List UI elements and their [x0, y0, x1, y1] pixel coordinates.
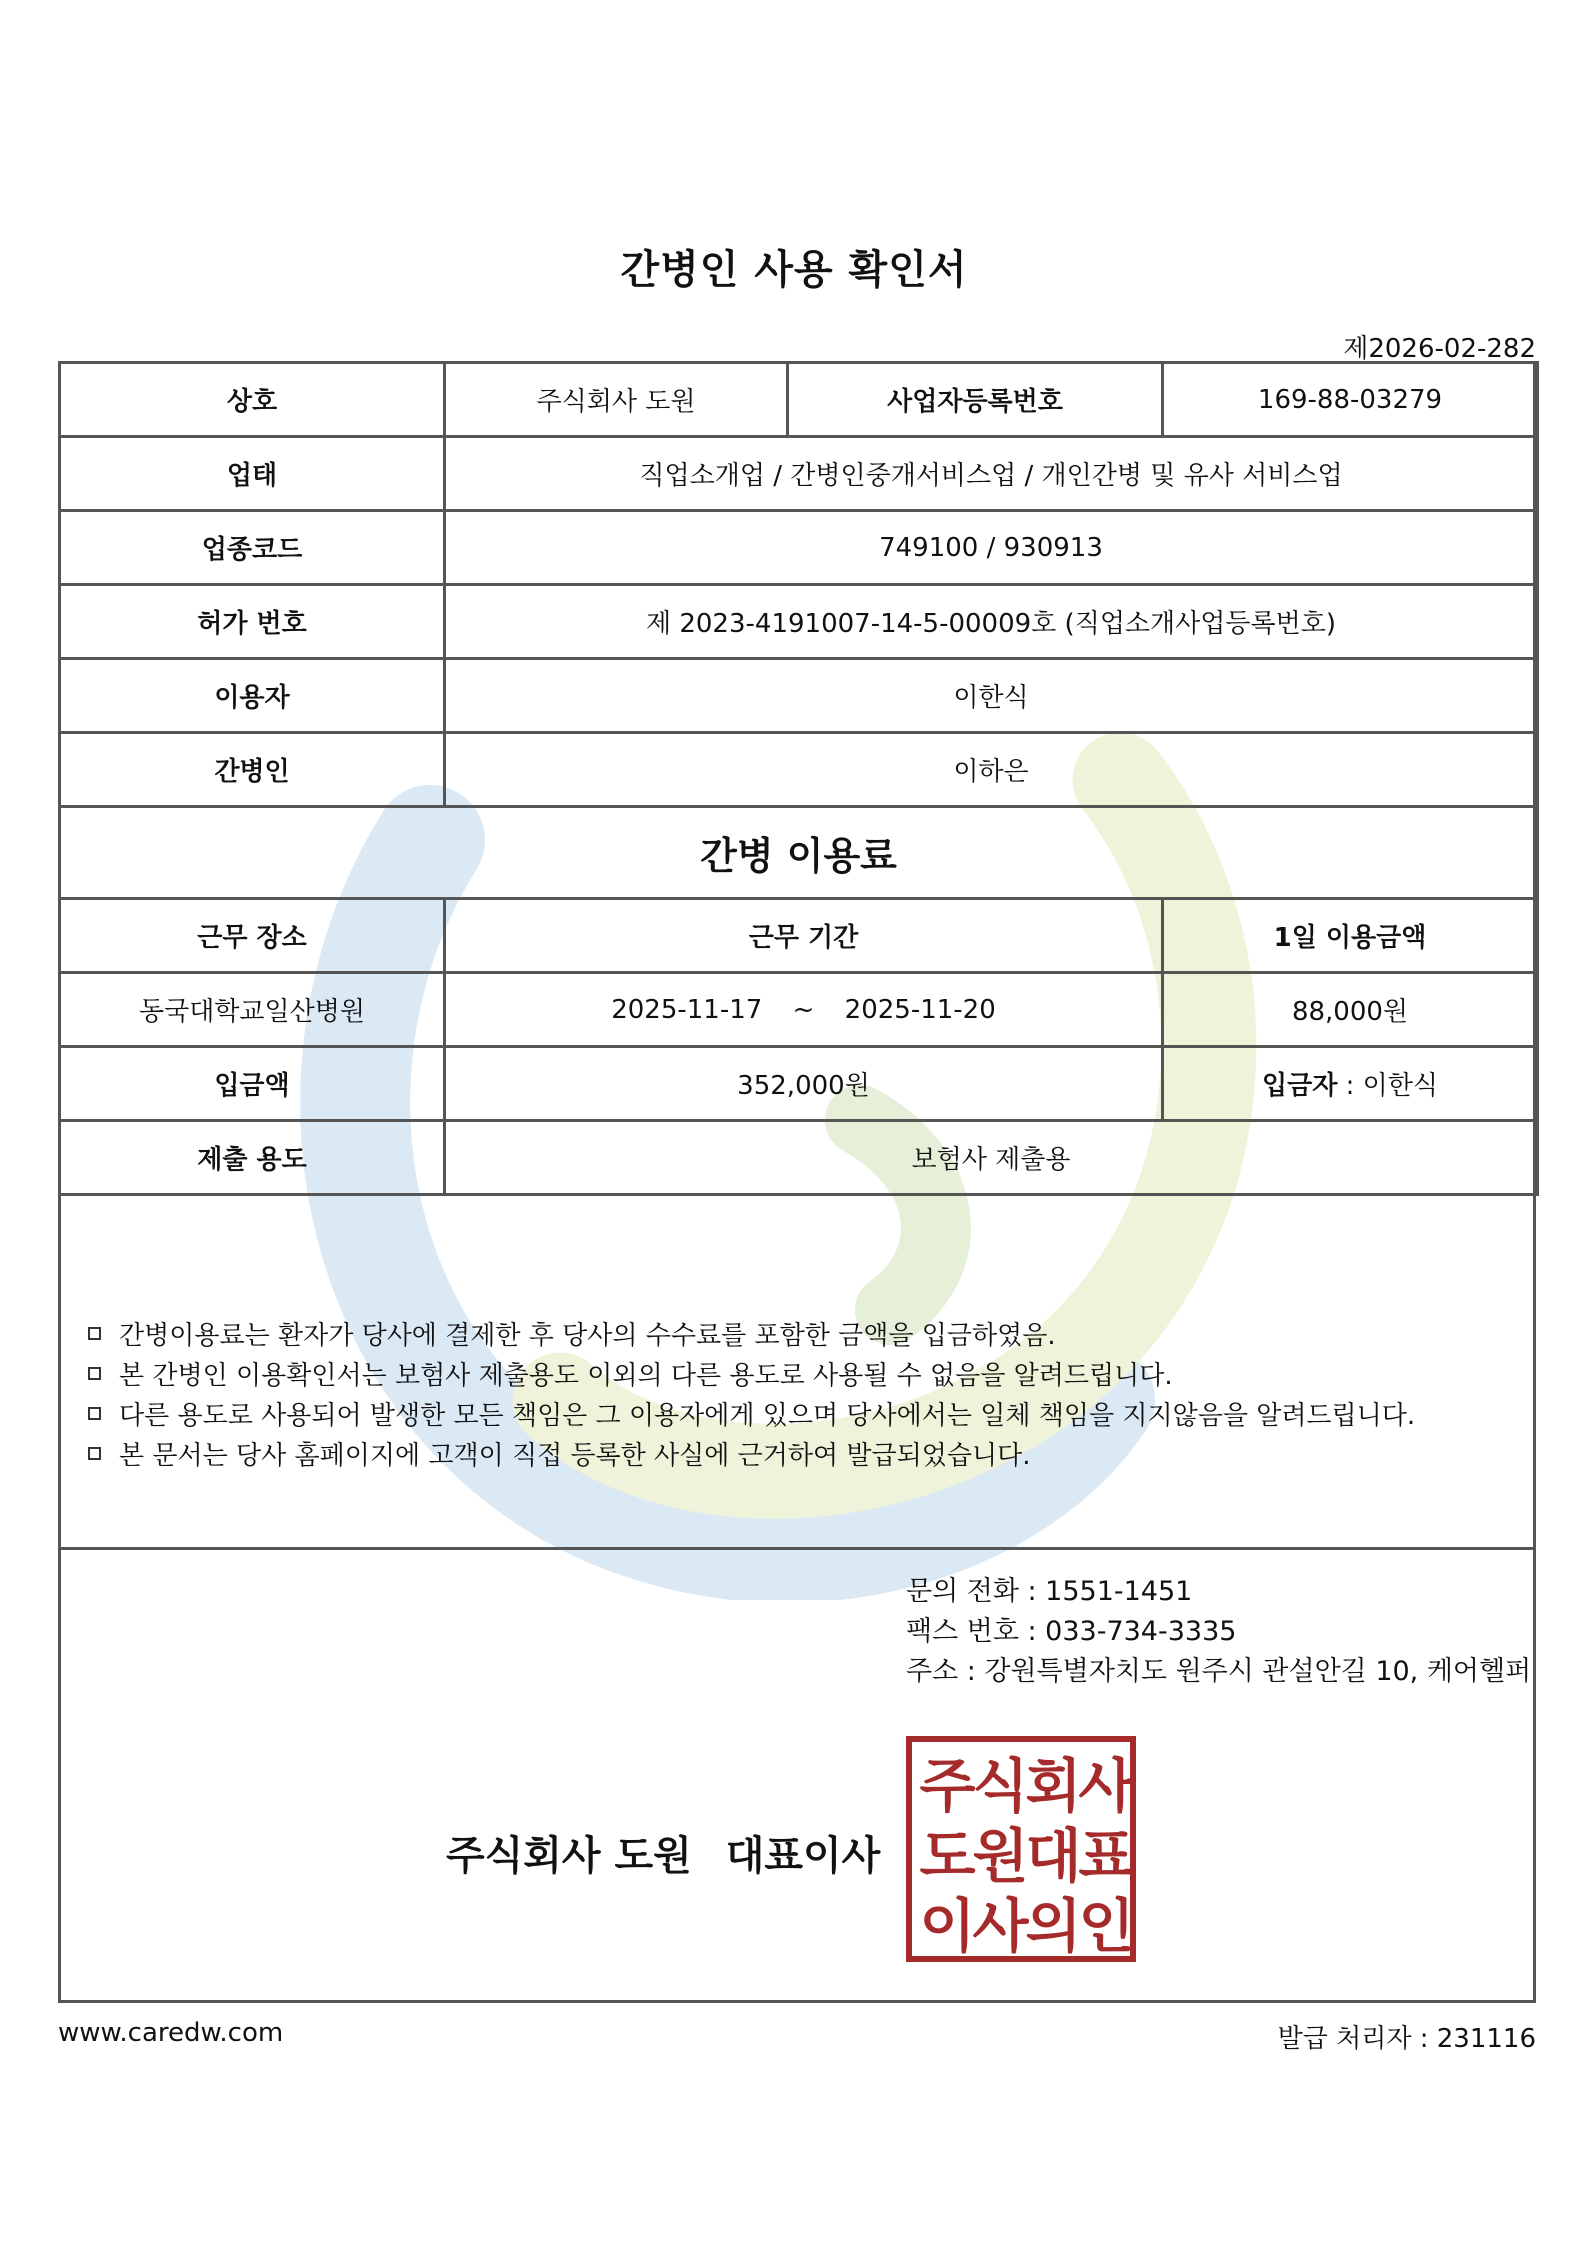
company-name-value: 주식회사 도원 [445, 363, 788, 437]
period-separator: ~ [792, 994, 815, 1025]
depositor-label: 입금자 [1261, 1071, 1338, 1101]
seal-char: 원 [972, 1822, 1029, 1890]
work-place-label: 근무 장소 [60, 899, 445, 973]
deposit-value: 352,000원 [445, 1047, 1163, 1121]
business-number-label: 사업자등록번호 [788, 363, 1163, 437]
signature-line [446, 1824, 880, 1881]
row-fee-header [60, 899, 1538, 973]
contact-block [906, 1572, 1531, 1692]
row-company [60, 363, 1538, 437]
note-item: 본 간병인 이용확인서는 보험사 제출용도 이외의 다른 용도로 사용될 수 없음을 알려드립니다. [88, 1356, 1415, 1396]
seal-char: 이 [919, 1892, 976, 1960]
seal-text [919, 1752, 1135, 1960]
row-industry-code [60, 511, 1538, 585]
daily-fee-value: 88,000원 [1163, 973, 1538, 1047]
work-period-label: 근무 기간 [445, 899, 1163, 973]
depositor-value: 이한식 [1362, 1071, 1438, 1101]
seal-char: 표 [1078, 1822, 1135, 1890]
caregiver-label: 간병인 [60, 733, 445, 807]
business-type-label: 업태 [60, 437, 445, 511]
purpose-value: 보험사 제출용 [445, 1121, 1538, 1195]
note-item: 본 문서는 당사 홈페이지에 고객이 직접 등록한 사실에 근거하여 발급되었습니다. [88, 1436, 1415, 1476]
row-deposit [60, 1047, 1538, 1121]
row-license [60, 585, 1538, 659]
license-label: 허가 번호 [60, 585, 445, 659]
document-number: 제2026-02-282 [1343, 334, 1536, 364]
row-caregiver [60, 733, 1538, 807]
seal-char: 주 [919, 1752, 976, 1820]
row-purpose [60, 1121, 1538, 1195]
row-user [60, 659, 1538, 733]
signature-company: 주식회사 도원 [446, 1833, 692, 1879]
license-value: 제 2023-4191007-14-5-00009호 (직업소개사업등록번호) [445, 585, 1538, 659]
industry-code-label: 업종코드 [60, 511, 445, 585]
company-name-label: 상호 [60, 363, 445, 437]
seal-char: 의 [1025, 1892, 1082, 1960]
depositor-cell [1163, 1047, 1538, 1121]
period-end: 2025-11-20 [844, 994, 996, 1025]
seal-char: 회 [1025, 1752, 1082, 1820]
business-number-value: 169-88-03279 [1163, 363, 1538, 437]
depositor-colon: : [1337, 1071, 1363, 1101]
daily-fee-label: 1일 이용금액 [1163, 899, 1538, 973]
row-fee-values [60, 973, 1538, 1047]
website-link[interactable]: www.caredw.com [58, 2018, 284, 2048]
work-place-value: 동국대학교일산병원 [60, 973, 445, 1047]
user-value: 이한식 [445, 659, 1538, 733]
deposit-label: 입금액 [60, 1047, 445, 1121]
period-start: 2025-11-17 [611, 994, 763, 1025]
contact-fax: 팩스 번호 : 033-734-3335 [906, 1616, 1237, 1647]
industry-code-value: 749100 / 930913 [445, 511, 1538, 585]
signature-representative: 대표이사 [725, 1833, 881, 1879]
fee-section-title: 간병 이용료 [60, 807, 1538, 899]
row-fee-section [60, 807, 1538, 899]
purpose-label: 제출 용도 [60, 1121, 445, 1195]
business-type-value: 직업소개업 / 간병인중개서비스업 / 개인간병 및 유사 서비스업 [445, 437, 1538, 511]
company-seal [906, 1736, 1136, 1962]
note-item: 다른 용도로 사용되어 발생한 모든 책임은 그 이용자에게 있으며 당사에서는 일체 책임을 지지않음을 알려드립니다. [88, 1396, 1415, 1436]
work-period-value [445, 973, 1163, 1047]
contact-address: 주소 : 강원특별자치도 원주시 관설안길 10, 케어헬퍼 [906, 1656, 1532, 1687]
notes-list [88, 1316, 1415, 1476]
user-label: 이용자 [60, 659, 445, 733]
seal-char: 사 [972, 1892, 1029, 1960]
note-item: 간병이용료는 환자가 당사에 결제한 후 당사의 수수료를 포함한 금액을 입금하였음. [88, 1316, 1415, 1356]
seal-char: 사 [1078, 1752, 1135, 1820]
seal-char: 식 [972, 1752, 1029, 1820]
seal-char: 도 [919, 1822, 976, 1890]
row-business-type [60, 437, 1538, 511]
document-title: 간병인 사용 확인서 [620, 247, 968, 293]
section-divider [58, 1547, 1536, 1550]
seal-char: 대 [1025, 1822, 1082, 1890]
info-table [58, 361, 1539, 1196]
issue-handler: 발급 처리자 : 231116 [1277, 2024, 1536, 2054]
contact-phone: 문의 전화 : 1551-1451 [906, 1576, 1193, 1607]
seal-char: 인 [1078, 1892, 1135, 1960]
caregiver-value: 이하은 [445, 733, 1538, 807]
